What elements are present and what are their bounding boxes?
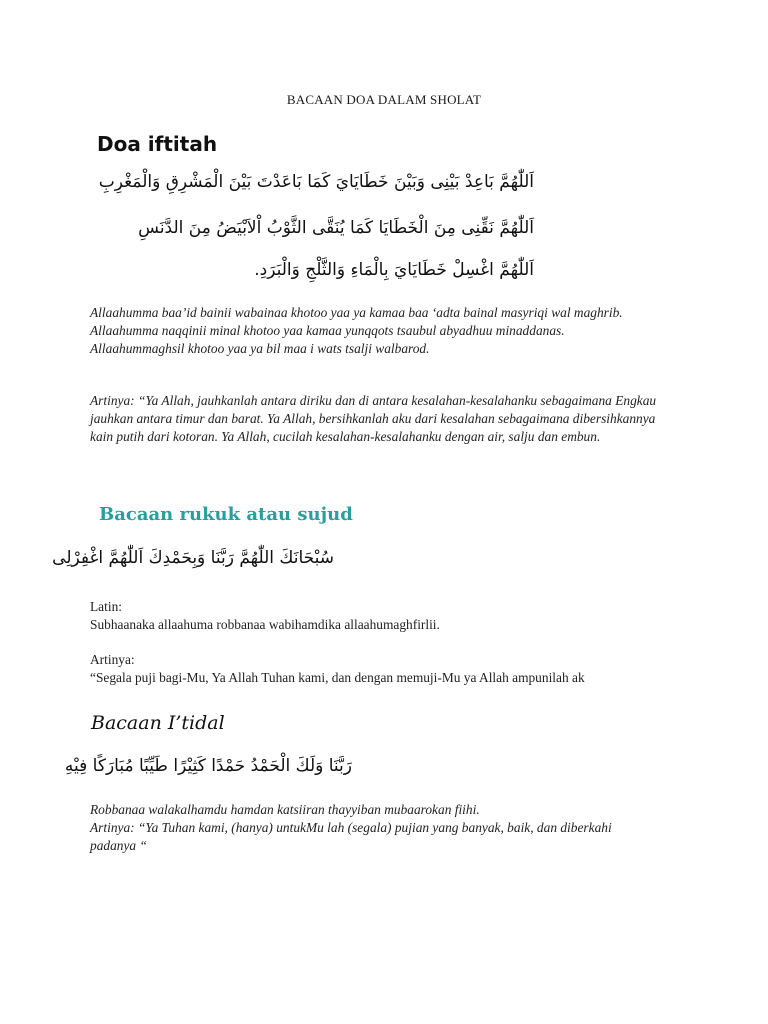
rukuk-latin-label: Latin: bbox=[90, 599, 122, 614]
iftitah-latin bbox=[90, 304, 660, 358]
heading-doa-iftitah: Doa iftitah bbox=[97, 132, 218, 156]
itidal-text bbox=[90, 801, 660, 855]
arabic-line-2: اَللّٰهُمَّ نَقِّنِى مِنَ الْخَطَايَا كَمَا يُنَقَّى الثَّوْبُ اْلاَبْيَضُ مِنَ الدَّنَسِ bbox=[138, 218, 534, 238]
arabic-rukuk: سُبْحَانَكَ اللّٰهُمَّ رَبَّنَا وَبِحَمْدِكَ اَللّٰهُمَّ اغْفِرْلِى bbox=[52, 548, 334, 568]
arabic-line-1: اَللّٰهُمَّ بَاعِدْ بَيْنِى وَبَيْنَ خَطَايَايَ كَمَا بَاعَدْتَ بَيْنَ الْمَشْرِقِ وَالْمَغْرِبِ bbox=[98, 172, 534, 192]
heading-itidal: Bacaan I’tidal bbox=[91, 712, 225, 734]
arabic-line-3: اَللّٰهُمَّ اغْسِلْ خَطَايَايَ بِالْمَاءِ وَالثَّلْجِ وَالْبَرَدِ. bbox=[254, 260, 534, 280]
arabic-itidal: رَبَّنَا وَلَكَ الْحَمْدُ حَمْدًا كَثِيْرًا طَيِّبًا مُبَارَكًا فِيْهِ bbox=[64, 756, 352, 776]
iftitah-artinya: Artinya: “Ya Allah, jauhkanlah antara diriku dan di antara kesalahan-kesalahanku sebagaimana Engkau jauhkan antara timur dan barat. Ya Allah, bersihkanlah aku dari kesalahan sebagaimana dibersihkannya kain putih dari kotoran. Ya Allah, cucilah kesalahan-kesalahanku dengan air, salju dan embun. bbox=[90, 393, 657, 444]
itidal-artinya: Artinya: “Ya Tuhan kami, (hanya) untukMu lah (segala) pujian yang banyak, baik, dan diberkahi padanya “ bbox=[90, 820, 612, 853]
document-title: BACAAN DOA DALAM SHOLAT bbox=[286, 92, 482, 107]
itidal-latin: Robbanaa walakalhamdu hamdan katsiiran thayyiban mubaarokan fiihi. bbox=[90, 802, 480, 817]
latin-line-1: Allaahumma baa’id bainii wabainaa khotoo yaa ya kamaa baa ‘adta bainal masyriqi wal maghrib. bbox=[90, 305, 623, 320]
rukuk-latin-text: Subhaanaka allaahuma robbanaa wabihamdika allaahumaghfirlii. bbox=[90, 617, 440, 632]
rukuk-artinya-label: Artinya: bbox=[90, 652, 135, 667]
heading-rukuk-sujud: Bacaan rukuk atau sujud bbox=[99, 504, 353, 525]
latin-line-2: Allaahumma naqqinii minal khotoo yaa kamaa yunqqots tsaubul abyadhuu minaddanas. bbox=[90, 323, 565, 338]
rukuk-artinya-text: “Segala puji bagi-Mu, Ya Allah Tuhan kami, dan dengan memuji-Mu ya Allah ampunilah ak bbox=[90, 670, 585, 685]
latin-line-3: Allaahummaghsil khotoo yaa ya bil maa i wats tsalji walbarod. bbox=[90, 341, 430, 356]
